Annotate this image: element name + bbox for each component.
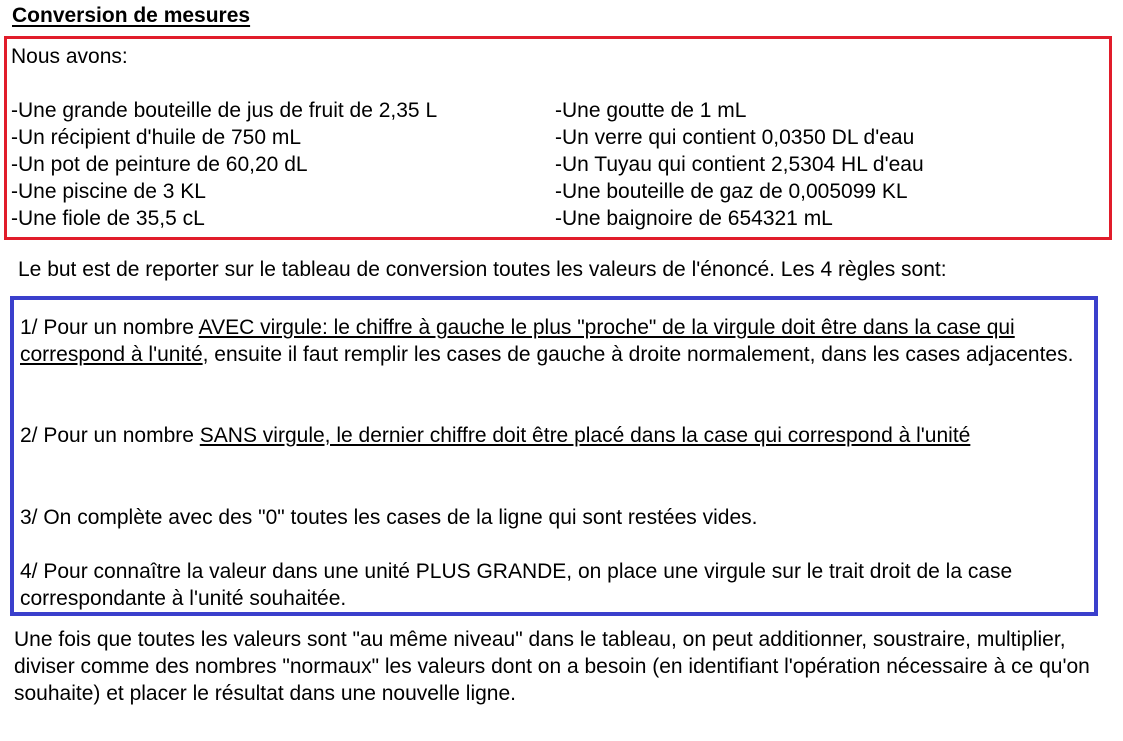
list-item: -Une baignoire de 654321 mL [555,207,833,230]
rule-1 [20,314,1088,368]
list-item: -Un récipient d'huile de 750 mL [11,126,302,149]
page-title: Conversion de mesures [12,4,251,27]
rule-1-emphasis: AVEC virgule: le chiffre à gauche le plus "proche" de la virgule doit être dans la case qui correspond à l'unité [20,316,1015,366]
goal-text: Le but est de reporter sur le tableau de conversion toutes les valeurs de l'énoncé. Les 4 règles sont: [18,258,947,281]
list-item: -Un Tuyau qui contient 2,5304 HL d'eau [555,153,924,176]
statement-intro: Nous avons: [11,45,128,68]
list-item: -Une grande bouteille de jus de fruit de 2,35 L [11,99,438,122]
list-item: -Une bouteille de gaz de 0,005099 KL [555,180,908,203]
statement-left-list [11,97,437,232]
statement-box [4,36,1112,240]
rule-4: 4/ Pour connaître la valeur dans une unité PLUS GRANDE, on place une virgule sur le trait droit de la case correspondante à l'unité souhaitée. [20,560,1013,610]
rule-1-suffix: , ensuite il faut remplir les cases de gauche à droite normalement, dans les cases adjacentes. [202,343,1074,366]
list-item: -Un verre qui contient 0,0350 DL d'eau [555,126,915,149]
rules-box [10,296,1098,616]
rule-2-emphasis: SANS virgule, le dernier chiffre doit être placé dans la case qui correspond à l'unité [199,424,971,447]
rule-1-prefix: 1/ Pour un nombre [20,316,199,339]
conclusion-text: Une fois que toutes les valeurs sont "au même niveau" dans le tableau, on peut additionner, soustraire, multiplier, diviser comme des nombres "normaux" les valeurs dont on a besoin (en identifiant l'opération nécessaire à ce qu'on souhaite) et placer le résultat dans une nouvelle ligne. [14,628,1090,705]
rule-3: 3/ On complète avec des "0" toutes les cases de la ligne qui sont restées vides. [20,506,758,529]
list-item: -Une goutte de 1 mL [555,99,747,122]
list-item: -Une piscine de 3 KL [11,180,206,203]
statement-right-list [555,97,924,232]
list-item: -Un pot de peinture de 60,20 dL [11,153,308,176]
rule-2-prefix: 2/ Pour un nombre [20,424,200,447]
list-item: -Une fiole de 35,5 cL [11,207,205,230]
rule-2 [20,422,1088,449]
